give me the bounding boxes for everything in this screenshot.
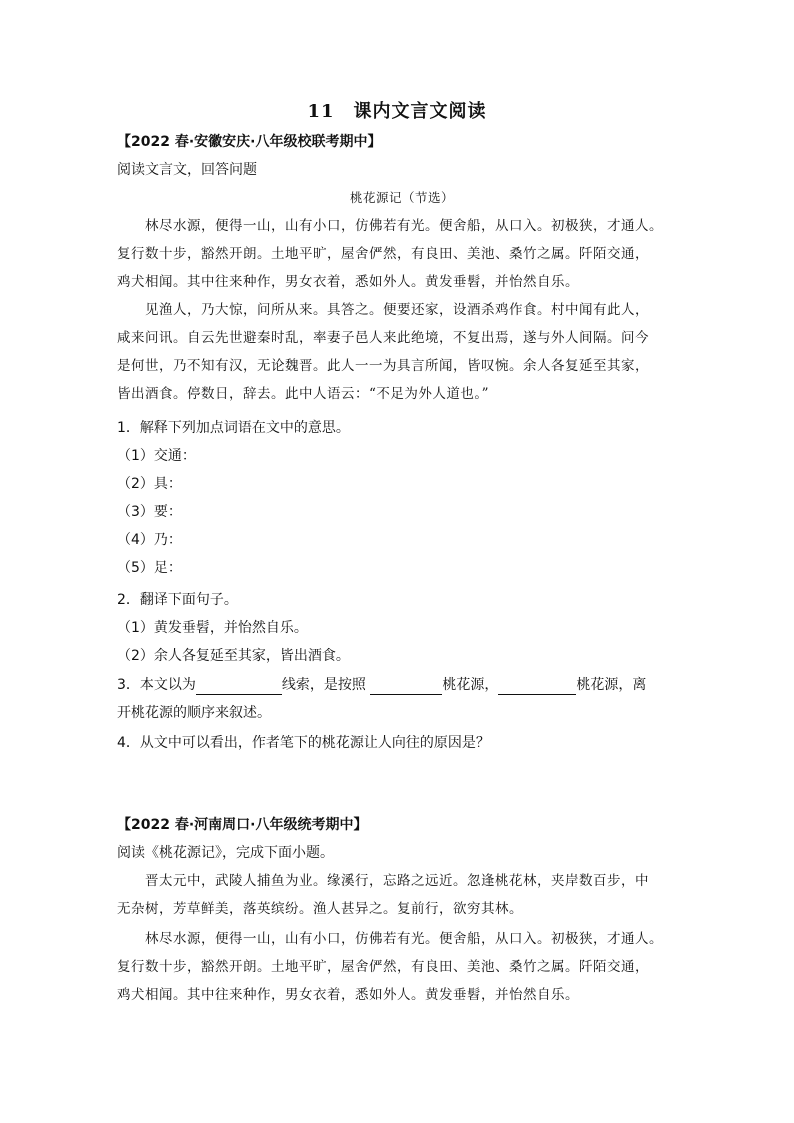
passage-title: 桃花源记（节选） (349, 190, 454, 205)
section2-source: 【2022 春·河南周口·八年级统考期中】 (117, 817, 368, 833)
question-3-text: 线索，是按照 (281, 677, 366, 693)
passage-line: 咸来问讯。自云先世避秦时乱，率妻子邑人来此绝境，不复出焉，遂与外人间隔。问今 (117, 330, 649, 346)
passage-line: 复行数十步，豁然开朗。土地平旷，屋舍俨然，有良田、美池、桑竹之属。阡陌交通， (117, 246, 649, 262)
section2-instruction: 阅读《桃花源记》，完成下面小题。 (117, 845, 334, 861)
page-title: 11 课内文言文阅读 (307, 101, 487, 122)
section1-source: 【2022 春·安徽安庆·八年级校联考期中】 (117, 134, 382, 150)
question-3-text: 桃花源，离 (576, 677, 647, 693)
passage-line: 皆出酒食。停数日，辞去。此中人语云：“不足为外人道也。” (117, 386, 490, 402)
passage2-line: 复行数十步，豁然开朗。土地平旷，屋舍俨然，有良田、美池、桑竹之属。阡陌交通， (117, 959, 649, 975)
passage-line: 林尽水源，便得一山，山有小口，仿佛若有光。便舍船，从口入。初极狭，才通人。 (145, 218, 663, 234)
answer-blank[interactable] (196, 678, 282, 695)
passage-line: 是何世，乃不知有汉，无论魏晋。此人一一为具言所闻，皆叹惋。余人各复延至其家， (117, 358, 649, 374)
section1-instruction: 阅读文言文，回答问题 (117, 162, 257, 178)
passage2-line: 鸡犬相闻。其中往来种作，男女衣着，悉如外人。黄发垂髫，并怡然自乐。 (117, 987, 579, 1003)
question-4: 4．从文中可以看出，作者笔下的桃花源让人向往的原因是？ (117, 735, 490, 751)
passage-line: 鸡犬相闻。其中往来种作，男女衣着，悉如外人。黄发垂髫，并怡然自乐。 (117, 274, 579, 290)
answer-blank[interactable] (370, 678, 442, 695)
question-1-item: （3）要： (117, 504, 182, 520)
question-2-item: （2）余人各复延至其家，皆出酒食。 (117, 648, 350, 664)
question-1-item: （1）交通： (117, 448, 196, 464)
question-1-item: （2）具： (117, 476, 182, 492)
question-3 (117, 675, 687, 695)
passage2-line: 林尽水源，便得一山，山有小口，仿佛若有光。便舍船，从口入。初极狭，才通人。 (145, 931, 663, 947)
question-2-item: （1）黄发垂髫，并怡然自乐。 (117, 620, 308, 636)
question-3-text: 桃花源， (442, 677, 499, 693)
passage2-line: 晋太元中，武陵人捕鱼为业。缘溪行，忘路之远近。忽逢桃花林，夹岸数百步，中 (145, 873, 649, 889)
question-1-item: （5）足： (117, 560, 182, 576)
question-1: 1．解释下列加点词语在文中的意思。 (117, 420, 350, 436)
passage2-line: 无杂树，芳草鲜美，落英缤纷。渔人甚异之。复前行，欲穷其林。 (117, 901, 523, 917)
question-1-item: （4）乃： (117, 532, 182, 548)
passage-line: 见渔人，乃大惊，问所从来。具答之。便要还家，设酒杀鸡作食。村中闻有此人， (145, 302, 649, 318)
answer-blank[interactable] (498, 678, 576, 695)
question-2: 2．翻译下面句子。 (117, 592, 238, 608)
question-3-continued: 开桃花源的顺序来叙述。 (117, 705, 271, 721)
question-3-text: 3．本文以为 (117, 677, 196, 693)
